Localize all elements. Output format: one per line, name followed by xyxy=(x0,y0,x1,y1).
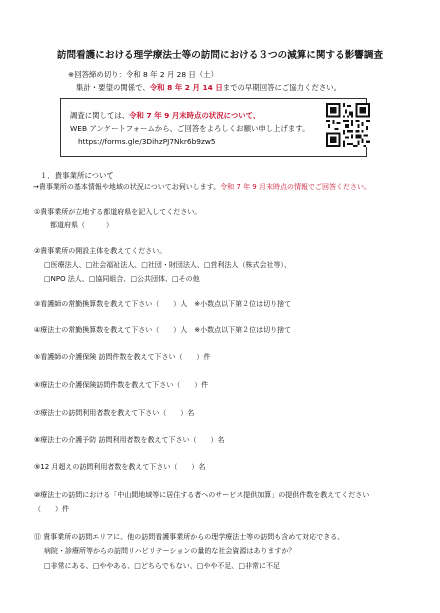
section-1-heading: １．貴事業所について xyxy=(40,171,114,180)
survey-url-link[interactable]: https://forms.gle/3DihzPJ7Nkr6b9zw5 xyxy=(78,137,216,146)
box-line-1 xyxy=(70,110,260,121)
early-note-date: 令和 8 年 2 月 14 日 xyxy=(149,83,223,92)
question-8: ⑧療法士の介護予防 訪問利用者数を教えて下さい（ ）名 xyxy=(34,436,225,444)
qr-code-icon xyxy=(326,103,370,147)
question-11-line-2: 病院・診療所等からの訪問リハビリテーションの量的な社会資源はありますか？ xyxy=(44,547,296,555)
question-9: ⑨12 月超えの訪問利用者数を教えて下さい（ ）名 xyxy=(34,463,206,471)
question-11: ⑪ 貴事業所の訪問エリアに、他の訪問看護事業所からの理学療法士等の訪問も含めて対応できる、 xyxy=(34,533,345,541)
question-1-field[interactable]: 都道府県（ ） xyxy=(50,221,113,229)
early-response-note xyxy=(76,82,341,93)
box-line-2: WEB アンケートフォームから、ご回答をよろしくお願い申し上げます。 xyxy=(70,124,310,133)
question-5: ⑤看護師の介護保険 訪問件数を教えて下さい（ ）件 xyxy=(34,353,211,361)
question-10-field[interactable]: （ ）件 xyxy=(34,505,69,513)
page-title: 訪問看護における理学療法士等の訪問における３つの減算に関する影響調査 xyxy=(56,50,384,61)
question-3: ③看護師の常勤換算数を教えて下さい（ ）人 ※小数点以下第２位は切り捨て xyxy=(34,300,292,308)
box-line-1-date: 令和 7 年 9 月末時点の状況について、 xyxy=(129,111,261,120)
question-11-options[interactable]: □非常にある、□ややある、□どちらでもない、□やや不足、□非常に不足 xyxy=(44,562,280,570)
section-1-intro xyxy=(33,182,371,192)
question-2-options-row-1[interactable]: □医療法人、□社会福祉法人、□社団・財団法人、□営利法人（株式会社等）、 xyxy=(44,261,291,269)
section-1-intro-date: 令和 7 年 9 月末時点の情報でご回答ください。 xyxy=(220,183,371,191)
question-4: ④療法士の常勤換算数を教えて下さい（ ）人 ※小数点以下第２位は切り捨て xyxy=(34,326,292,334)
question-2-options-row-2[interactable]: □NPO 法人、□協同組合、□公共団体、□その他 xyxy=(44,275,200,283)
question-1: ①貴事業所が立地する都道府県を記入してください。 xyxy=(34,208,202,216)
question-7: ⑦療法士の訪問利用者数を教えて下さい（ ）名 xyxy=(34,409,195,417)
deadline-note: ※回答締め切り：令和 8 年 2 月 28 日（土） xyxy=(68,70,218,79)
box-line-1-prefix: 調査に関しては、 xyxy=(70,111,130,120)
early-note-suffix: までの早期回答にご協力ください。 xyxy=(222,83,341,92)
question-10: ⑩療法士の訪問における「中山間地域等に居住する者へのサービス提供加算」の提供件数を教えてください xyxy=(34,491,370,499)
question-2: ②貴事業所の開設主体を教えてください。 xyxy=(34,247,167,255)
section-1-intro-prefix: →貴事業所の基本情報や地域の状況についてお伺いします。 xyxy=(33,183,221,191)
question-6: ⑥療法士の介護保険訪問件数を教えて下さい（ ）件 xyxy=(34,381,209,389)
early-note-prefix: 集計・要望の関係で、 xyxy=(76,83,150,92)
